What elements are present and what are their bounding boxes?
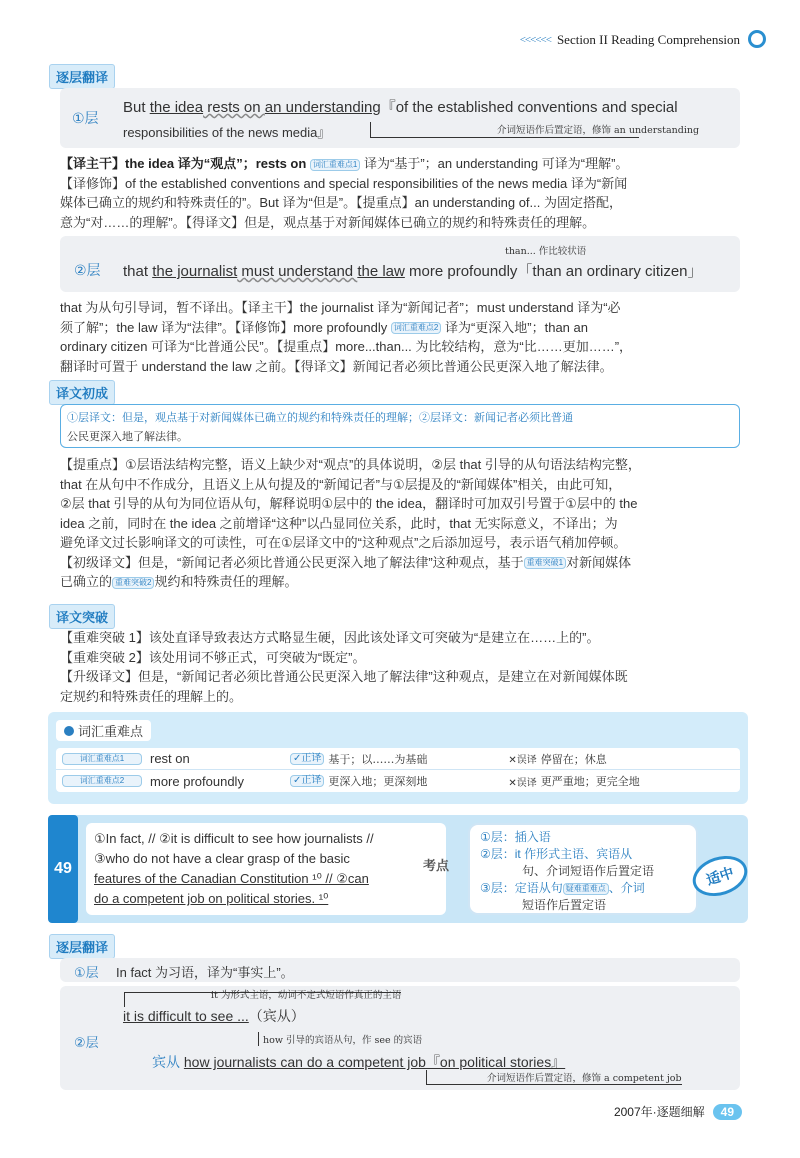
- s4-note-3: 介词短语作后置定语，修饰 a competent job: [426, 1070, 682, 1085]
- footer-text: 2007年·逐题细解: [613, 1105, 705, 1119]
- s4-line-a: it is difficult to see ...（宾从）: [123, 1008, 305, 1024]
- s2-explanation: [60, 455, 750, 592]
- question-number: 49: [48, 815, 78, 923]
- s1-line2: 【译修饰】of the established conventions and special responsibilities of the news media 译为“新闻: [60, 175, 628, 191]
- layer1-sentence-line1: But the idea rests on an understanding『of the established conventions and special: [123, 99, 678, 116]
- section-tag-layer-translation: 逐层翻译: [49, 64, 115, 89]
- arrows-decor: <<<<<<: [519, 34, 551, 46]
- section-title: Section II Reading Comprehension: [556, 32, 740, 47]
- vocab-title: 词汇重难点: [56, 720, 151, 741]
- initial-translation-box: [60, 404, 740, 448]
- section-tag-breakthrough: 译文突破: [49, 604, 115, 629]
- running-header: [520, 32, 740, 48]
- difficulty-stamp: 适中: [687, 849, 752, 902]
- question-sentence: [86, 823, 446, 915]
- q-line1: ①In fact, // ②it is difficult to see how journalists //: [94, 831, 374, 846]
- page-footer: [614, 1103, 742, 1120]
- s1-line4: 意为“对……的理解”。【得译文】但是，观点基于对新闻媒体已确立的规约和特殊责任的理解。: [60, 214, 596, 230]
- initial-box-line2: 公民更深入地了解法律。: [67, 430, 188, 443]
- s1-line7: ordinary citizen 可译为“比普通公民”。【提重点】more...than... 为比较结构，意为“比……更加……”，: [60, 339, 633, 354]
- question-49-panel: [48, 815, 748, 923]
- s4-layer1-box: ①层 In fact 为习语，译为“事实上”。: [60, 958, 740, 982]
- s1-explanation-2: [60, 298, 750, 376]
- q-line3: features of the Canadian Constitution ¹⁰ // ②can: [94, 871, 369, 886]
- layer2-annotation: than... 作比较状语: [505, 246, 587, 257]
- test-point-label: 考点: [423, 858, 450, 873]
- page-number: 49: [713, 1104, 742, 1120]
- vocab-panel: [48, 712, 748, 804]
- layer1-annotation: 介词短语作后置定语，修饰 an understanding: [370, 122, 639, 138]
- vocab-icon: [64, 726, 74, 736]
- section-tag-initial-translation: 译文初成: [49, 380, 115, 405]
- s2-line1: 【提重点】①层语法结构完整，语义上缺少对“观点”的具体说明，②层 that 引导的从句语法结构完整，: [60, 457, 641, 472]
- vocab-row-2: 词汇重难点2 more profoundly ✓正译 更深入地；更深刻地 ✕误译 更严重地；更完全地: [56, 770, 740, 792]
- vocab-table: [56, 748, 740, 792]
- s1-line6: 须了解”；the law 译为“法律”。【译修饰】more profoundly 词汇重难点2 译为“更深入地”；than an: [60, 319, 588, 335]
- q-line2: ③who do not have a clear grasp of the basic: [94, 851, 350, 866]
- s1-line8: 翻译时可置于 understand the law 之前。【得译文】新闻记者必须比普通公民更深入地了解法律。: [60, 358, 613, 374]
- s2-line7: 已确立的 重难突破2 规约和特殊责任的理解。: [60, 574, 298, 589]
- search-icon: [748, 30, 766, 48]
- s1-line3: 媒体已确立的规约和特殊责任的”。But 译为“但是”。【提重点】an understanding of... 为固定搭配，: [60, 195, 622, 210]
- s3-line4: 定规约和特殊责任的理解上的。: [60, 688, 243, 704]
- vocab-pill-2: 词汇重难点2: [391, 322, 441, 334]
- layer1-sentence-line2: responsibilities of the news media』: [123, 125, 331, 140]
- layer2-label: ②层: [74, 262, 101, 278]
- layer1-box: [60, 88, 740, 148]
- layer2-sentence: that the journalist must understand the law more profoundly「than an ordinary citizen」: [123, 263, 703, 280]
- s2-line3: ②层 that 引导的从句为同位语从句，解释说明①层中的 the idea，翻译时可加双引号置于①层中的 the: [60, 496, 638, 511]
- s4-line-b: 宾从 how journalists can do a competent job『on political stories』: [152, 1054, 566, 1070]
- s2-line4: idea 之前，同时在 the idea 之前增译“这种”以凸显同位关系，此时，that 无实际意义，不译出；为: [60, 515, 618, 531]
- s4-note-1: it 为形式主语，动词不定式短语作真正的主语: [124, 992, 401, 1007]
- s3-line3: 【升级译文】但是，“新闻记者必须比普通公民更深入地了解法律”这种观点，是建立在对新闻媒体既: [60, 669, 628, 684]
- layer2-box: [60, 236, 740, 292]
- s4-layer2-box: ②层 it 为形式主语，动词不定式短语作真正的主语 it is difficult to see ...（宾从） how 引导的宾语从句，作 see 的宾语 宾从 how journalists can do a competent job『on political stories』 介词短语作后置定语，修饰 a competent job: [60, 986, 740, 1090]
- s3-line2: 【重难突破 2】该处用词不够正式，可突破为“既定”。: [60, 649, 366, 665]
- s2-line6: 【初级译文】但是，“新闻记者必须比普通公民更深入地了解法律”这种观点，基于 重难突破1 对新闻媒体: [60, 554, 632, 570]
- s4-note-2: how 引导的宾语从句，作 see 的宾语: [258, 1032, 422, 1046]
- breakthrough-pill-2: 重难突破2: [112, 577, 154, 589]
- s2-line5: 避免译文过长影响译文的可读性，可在①层译文中的“这种观点”之后添加逗号，表示语气稍加停顿。: [60, 535, 627, 550]
- s2-line2: that 在从句中不作成分，且语义上从句提及的“新闻记者”与①层提及的“新闻媒体”相关，由此可知，: [60, 476, 622, 492]
- q-line4: do a competent job on political stories. ¹⁰: [94, 891, 329, 906]
- vocab-row-1: 词汇重难点1 rest on ✓正译 基于；以……为基础 ✕误译 停留在；休息: [56, 748, 740, 770]
- s3-line1: 【重难突破 1】该处直译导致表达方式略显生硬，因此该处译文可突破为“是建立在……上的”。: [60, 630, 600, 645]
- breakthrough-pill-1: 重难突破1: [524, 557, 566, 569]
- section-tag-layer-translation-2: 逐层翻译: [49, 934, 115, 959]
- initial-box-line1: ①层译文：但是，观点基于对新闻媒体已确立的规约和特殊责任的理解；②层译文：新闻记者必须比普通: [67, 411, 573, 424]
- s1-explanation: [60, 154, 750, 232]
- s1-line5: that 为从句引导词，暂不译出。【译主干】the journalist 译为“新闻记者”；must understand 译为“必: [60, 300, 621, 315]
- s3-explanation: [60, 628, 750, 706]
- s1-line1: 【译主干】the idea 译为“观点”；rests on 词汇重难点1 译为“基于”；an understanding 可译为“理解”。: [60, 156, 629, 171]
- layer1-label: ①层: [72, 110, 99, 126]
- vocab-pill-1: 词汇重难点1: [310, 159, 360, 171]
- test-points: ①层：插入语 ②层：it 作形式主语、宾语从 句、介词短语作后置定语 ③层：定语从句 疑难重难点 、介词 短语作后置定语: [468, 823, 698, 915]
